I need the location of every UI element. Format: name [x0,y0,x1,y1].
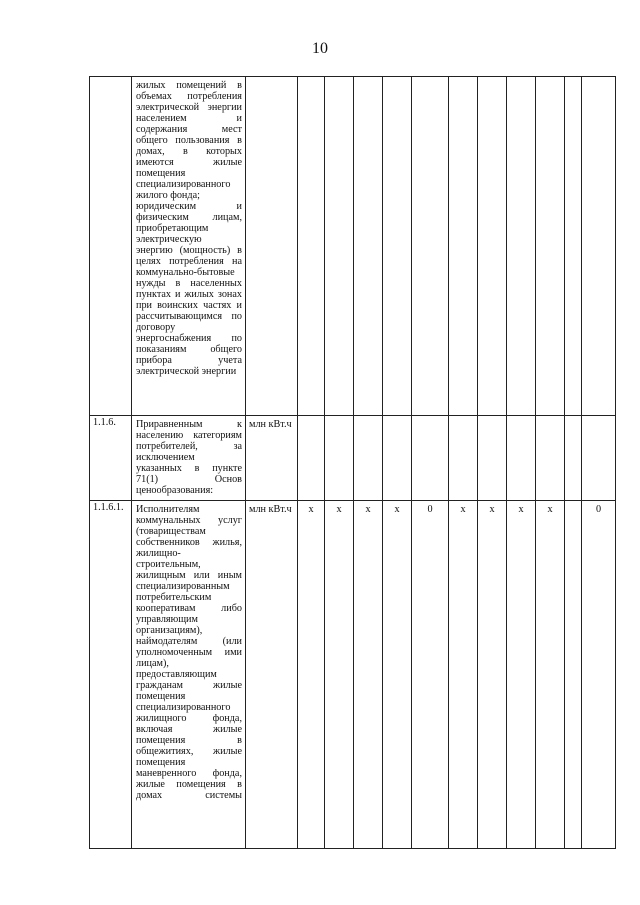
value-cell [565,501,582,849]
row-unit: млн кВт.ч [246,416,298,501]
description-line: электрической энергии [136,366,237,377]
value-cell [507,416,536,501]
value-cell [412,416,449,501]
description-line: общего пользования в [136,135,242,146]
description-line: специализированного [136,179,231,190]
row-description [132,77,246,416]
description-line: строительным, [136,559,201,570]
description-line: договору [136,322,176,333]
value-cell: x [325,501,354,849]
description-line: прибора учета [136,355,242,366]
description-line: коммунальных услуг [136,515,242,526]
description-line: коммунально-бытовые [136,267,235,278]
description-line: электрическую [136,234,202,245]
value-cell [383,416,412,501]
description-line: жилищно- [136,548,181,559]
description-line: потребителей, за [136,441,242,452]
description-line: нужды в населенных [136,278,242,289]
value-cell [325,416,354,501]
value-cell: x [536,501,565,849]
description-line: помещения [136,168,186,179]
description-line: включая жилые [136,724,242,735]
value-cell [536,77,565,416]
row-unit [246,77,298,416]
value-cell: x [298,501,325,849]
table-row [90,416,616,501]
description-line: общежитиях, жилые [136,746,242,757]
description-line: населению категориям [136,430,242,441]
description-line: жилые помещения в [136,779,242,790]
value-cell: 0 [412,501,449,849]
description-line: рассчитывающимся по [136,311,242,322]
value-cell [449,416,478,501]
table-row [90,77,616,416]
value-cell [325,77,354,416]
row-number [90,77,132,416]
value-cell [412,77,449,416]
row-unit: млн кВт.ч [246,501,298,849]
description-line: домах, в которых [136,146,242,157]
row-description [132,501,246,849]
description-line: помещения [136,691,186,702]
description-line: указанных в пункте [136,463,242,474]
value-cell [354,416,383,501]
tariff-table [89,76,616,849]
description-line: жилого фонда; [136,190,200,201]
description-line: показаниям общего [136,344,242,355]
description-line: управляющим [136,614,198,625]
description-line: (товариществам [136,526,206,537]
description-line: приобретающим [136,223,209,234]
value-cell: x [478,501,507,849]
description-line: Исполнителям [136,504,200,515]
value-cell [582,416,616,501]
description-line: целях потребления на [136,256,242,267]
description-line: жилищным или иным [136,570,242,581]
description-line: помещения в [136,735,242,746]
value-cell: x [383,501,412,849]
description-line: жилищного фонда, [136,713,242,724]
description-line: жилых помещений в [136,80,242,91]
description-line: предоставляющим [136,669,217,680]
value-cell: x [354,501,383,849]
description-line: физическим лицам, [136,212,242,223]
description-line: имеются жилые [136,157,242,168]
value-cell [449,77,478,416]
description-line: уполномоченным ими [136,647,242,658]
description-line: маневренного фонда, [136,768,242,779]
value-cell: x [449,501,478,849]
description-line: энергию (мощность) в [136,245,242,256]
description-line: наймодателям (или [136,636,242,647]
description-line: домах системы [136,790,242,801]
row-number: 1.1.6.1. [90,501,132,849]
description-line: Приравненным к [136,419,242,430]
description-line: собственников жилья, [136,537,242,548]
description-line: объемах потребления [136,91,242,102]
page-number: 10 [312,40,328,57]
value-cell: 0 [582,501,616,849]
description-line: электрической энергии [136,102,242,113]
value-cell [298,416,325,501]
description-line: потребительским [136,592,212,603]
description-line: юридическим и [136,201,242,212]
description-line: населением и [136,113,242,124]
value-cell [536,416,565,501]
description-line: при воинских частях и [136,300,242,311]
description-line: исключением [136,452,195,463]
description-line: помещения [136,757,186,768]
value-cell [478,77,507,416]
description-line: энергоснабжения по [136,333,242,344]
description-line: 71(1) Основ [136,474,242,485]
description-line: лицам), [136,658,169,669]
description-line: пунктах и жилых зонах [136,289,242,300]
description-line: специализированным [136,581,230,592]
description-line: гражданам жилые [136,680,242,691]
description-line: кооперативам либо [136,603,242,614]
value-cell [354,77,383,416]
table-row [90,501,616,849]
value-cell [478,416,507,501]
row-description [132,416,246,501]
value-cell [582,77,616,416]
value-cell [507,77,536,416]
value-cell [565,77,582,416]
description-line: ценообразования: [136,485,214,496]
value-cell [565,416,582,501]
row-number: 1.1.6. [90,416,132,501]
value-cell [298,77,325,416]
value-cell [383,77,412,416]
description-line: содержания мест [136,124,242,135]
description-line: специализированного [136,702,231,713]
value-cell: x [507,501,536,849]
description-line: организациям), [136,625,203,636]
